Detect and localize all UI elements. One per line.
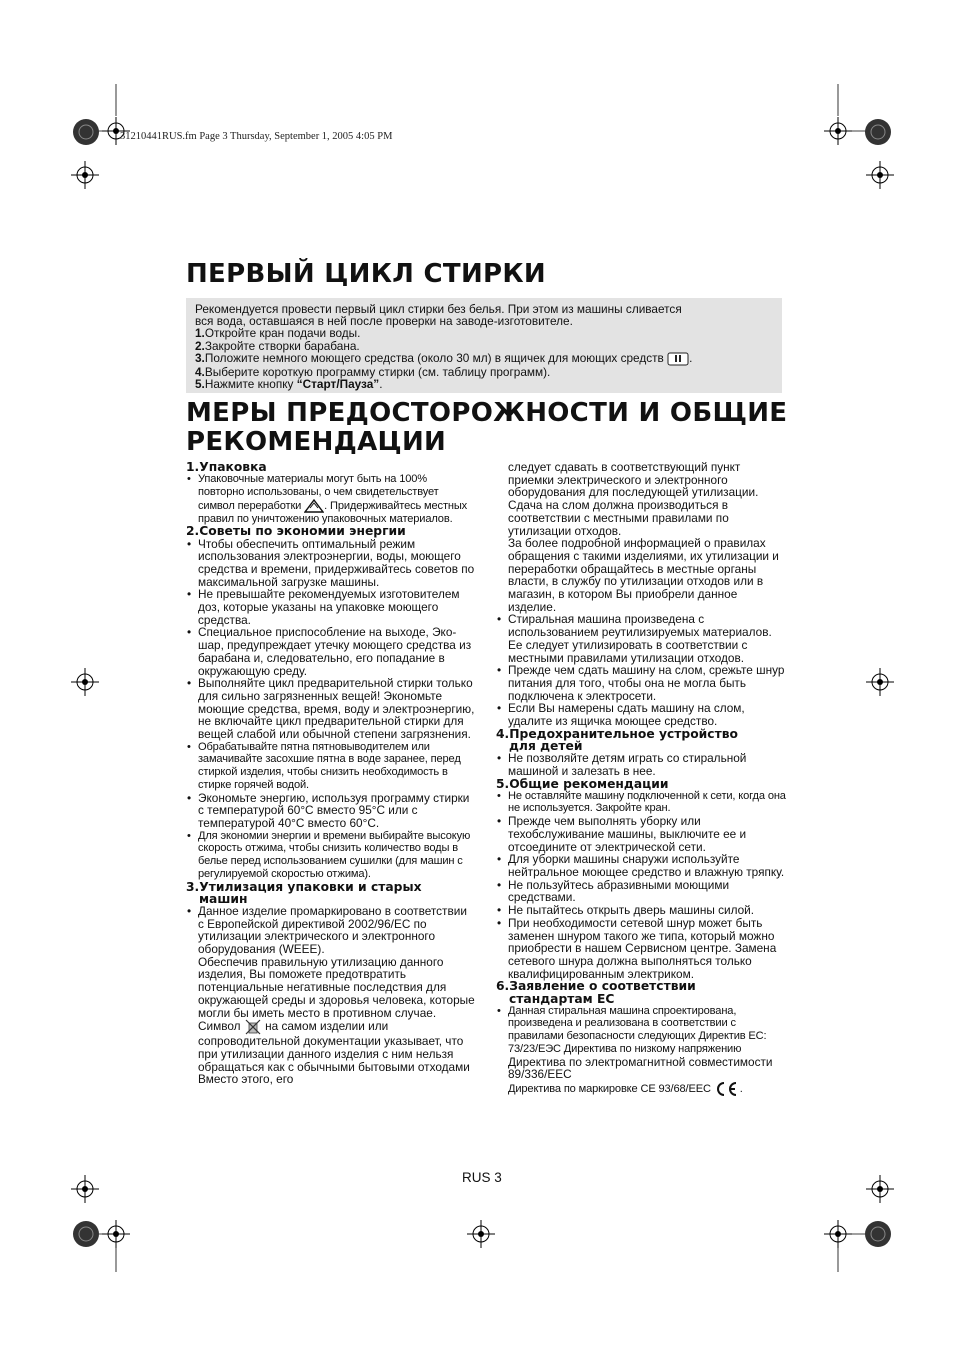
intro-line: Рекомендуется провести первый цикл стирки без белья. При этом из машины сливается (195, 302, 682, 316)
registration-mark-icon (866, 668, 894, 696)
bullet-text: • Данная стиральная машина спроектирована, произведена и реализована в соответствии с правилами безопасности следующих Директив ЕС: 73/23/ЕЭС Директива по низкому напряжению (496, 1005, 786, 1056)
page-number: RUS 3 (462, 1170, 502, 1185)
bullet-text: • Данное изделие промаркировано в соответствии с Европейской директивой 2002/96/ЕС по утилизации электрического и электронного оборудования (WEEE). (186, 905, 476, 956)
step-number: 1. (195, 326, 205, 341)
heading-disposal (186, 881, 476, 905)
bullet-text: • Не пытайтесь открыть дверь машины силой. (496, 904, 786, 917)
step-number: 4. (195, 364, 205, 379)
paragraph-text (186, 1019, 476, 1086)
starburst-mark-icon (72, 118, 100, 146)
registration-mark-icon (102, 1220, 130, 1248)
starburst-mark-icon (864, 1220, 892, 1248)
heading-child-safety (496, 728, 786, 752)
step-text: Положите немного моющего средства (около 30 мл) в ящичек для моющих средств (204, 350, 664, 365)
paragraph-text: Обеспечив правильную утилизацию данного изделия, Вы поможете предотвратить потенциальные негативные последствия для окружающей среды и здоровья человека, которые могли бы иметь место в противном случае. (198, 954, 475, 1020)
symbol-text: на самом изделии или сопроводительной документации указывает, что при утилизации данного изделия с ним нельзя обращаться как с обычными бытовыми отходами Вместо этого, его (198, 1019, 470, 1087)
starburst-mark-icon (864, 118, 892, 146)
bullet-text: • Стиральная машина произведена с использованием реутилизируемых материалов. Ее следует утилизировать в соответствии с местными правилами утилизации отходов. (496, 613, 786, 664)
detergent-drawer-icon (667, 352, 689, 366)
bullet-text: • Выполняйте цикл предварительной стирки только для сильно загрязненных вещей! Экономьте моющие средства, время, воду и электроэнергию, не включайте цикл предварительной стирки для вещей слабой или обычной степени загрязнения. (186, 677, 476, 741)
symbol-label: Символ (198, 1019, 241, 1034)
section-title-line1: МЕРЫ ПРЕДОСТОРОЖНОСТИ И ОБЩИЕ (186, 398, 788, 428)
heading-general: 5.Общие рекомендации (496, 776, 669, 791)
bullet-text: • Не позволяйте детям играть со стиральной машиной и залезать в нее. (496, 752, 786, 777)
step-text: Нажмите кнопку (204, 377, 297, 392)
bullet-text: Упаковочные материалы могут быть на 100% повторно использованы, о чем свидетельствует символ переработки (198, 473, 439, 512)
start-pause-label: “Старт/Пауза” (296, 377, 380, 392)
bullet-text: • Специальное приспособление на выходе, Эко-шар, предупреждает утечку моющего средства из барабана и, следовательно, его попадание в окружающую среду. (186, 626, 476, 677)
step-text: Выберите короткую программу стирки (см. таблицу программ). (204, 364, 551, 379)
heading-conformity (496, 980, 786, 1004)
registration-mark-icon (824, 117, 852, 145)
recycle-triangle-icon (304, 499, 324, 513)
file-header: 31210441RUS.fm Page 3 Thursday, September 1, 2005 4:05 PM (120, 131, 393, 142)
registration-mark-icon (824, 1220, 852, 1248)
intro-step (195, 378, 775, 390)
heading-energy: 2.Советы по экономии энергии (186, 524, 406, 539)
right-column (496, 461, 786, 1097)
registration-mark-icon (467, 1220, 495, 1248)
step-text: Откройте кран подачи воды. (204, 326, 361, 341)
left-column (186, 461, 476, 1086)
heading-line: 3.Утилизация упаковки и старых (186, 879, 422, 894)
ce-directive-text: Директива по маркировке СЕ 93/68/ЕЕС (508, 1082, 711, 1095)
bullet-text: • Прежде чем выполнять уборку или техобслуживание машины, выключите ее и отсоедините от электрической сети. (496, 815, 786, 853)
heading-line: для детей (509, 738, 583, 753)
intro-line: вся вода, оставшаяся в ней после проверки на заводе-изготовителе. (195, 314, 573, 329)
ce-mark-icon (714, 1081, 740, 1097)
paragraph-text: следует сдавать в соответствующий пункт приемки электрического и электронного оборудования для последующей утилизации. Сдача на слом должна производиться в соответствии с местными правилами по утилизации отходов. (508, 460, 759, 538)
intro-step (195, 352, 775, 366)
step-tail: . (689, 350, 693, 365)
bullet-text: • Обрабатывайте пятна пятновыводителем или замачивайте засохшие пятна в воде заранее, перед стиркой изделия, чтобы снизить необходимость в стирке горячей водой. (186, 741, 476, 792)
bullet-text: • Для экономии энергии и времени выбирайте высокую скорость отжима, чтобы снизить количество воды в белье перед использованием сушилки (для машин с регулируемой скоростью отжима). (186, 830, 476, 881)
registration-mark-icon (866, 1175, 894, 1203)
crossed-bin-icon (244, 1019, 262, 1035)
bullet-text: • Если Вы намерены сдать машину на слом, удалите из ящичка моющее средство. (496, 702, 786, 727)
bullet-text: • При необходимости сетевой шнур может быть заменен шнуром такого же типа, который можно приобрести в нашем Сервисном центре. Замена сетевого шнура должна выполняться только квалифицированным электриком. (496, 917, 786, 981)
step-number: 3. (195, 350, 205, 365)
bullet-text: • Не пользуйтесь абразивными моющими средствами. (496, 879, 786, 904)
heading-line: стандартам ЕС (509, 991, 615, 1006)
bullet-packaging (186, 473, 476, 525)
step-tail: . (379, 377, 383, 392)
bullet-text-cont: . Придерживайтесь местных правил по уничтожению упаковочных материалов. (198, 499, 468, 525)
page-title: ПЕРВЫЙ ЦИКЛ СТИРКИ (186, 259, 546, 289)
step-text: Закройте створки барабана. (204, 338, 360, 353)
bullet-text: • Для уборки машины снаружи используйте нейтральное моющее средство и влажную тряпку. (496, 853, 786, 878)
bullet-text: • Экономьте энергию, используя программу стирки с температурой 60°С вместо 95°С или с температурой 40°С вместо 60°С. (186, 792, 476, 830)
step-number: 5. (195, 377, 205, 392)
registration-mark-icon (71, 668, 99, 696)
bullet-text: • Прежде чем сдать машину на слом, срежьте шнур питания для того, чтобы она не могла быть подключена к электросети. (496, 664, 786, 702)
registration-mark-icon (71, 1175, 99, 1203)
section-title-line2: РЕКОМЕНДАЦИИ (186, 427, 447, 457)
bullet-text: • Чтобы обеспечить оптимальный режим использования электроэнергии, воды, моющего средства и времени, придерживайтесь советов по максимальной загрузке машины. (186, 538, 476, 589)
paragraph-text: Директива по электромагнитной совместимости 89/336/ЕЕС (508, 1054, 773, 1082)
step-number: 2. (195, 338, 205, 353)
paragraph-text: Директива по маркировке СЕ 93/68/ЕЕС . (496, 1081, 786, 1097)
heading-line: 4.Предохранительное устройство (496, 726, 738, 741)
starburst-mark-icon (72, 1220, 100, 1248)
paragraph-text: За более подробной информацией о правилах обращения с такими изделиями, их утилизации и переработки обращайтесь в местные органы власти, в службу по утилизации отходов или в магазин, в котором Вы приобрели данное изделие. (508, 536, 779, 614)
registration-mark-icon (71, 161, 99, 189)
bullet-text: • Не оставляйте машину подключенной к сети, когда она не используется. Закройте кран. (496, 790, 786, 815)
registration-mark-icon (866, 161, 894, 189)
heading-line: 6.Заявление о соответствии (496, 979, 696, 994)
heading-packaging: 1.Упаковка (186, 460, 267, 474)
intro-text (195, 303, 775, 390)
heading-line: машин (199, 891, 248, 906)
bullet-text: • Не превышайте рекомендуемых изготовителем доз, которые указаны на упаковке моющего средства. (186, 588, 476, 626)
